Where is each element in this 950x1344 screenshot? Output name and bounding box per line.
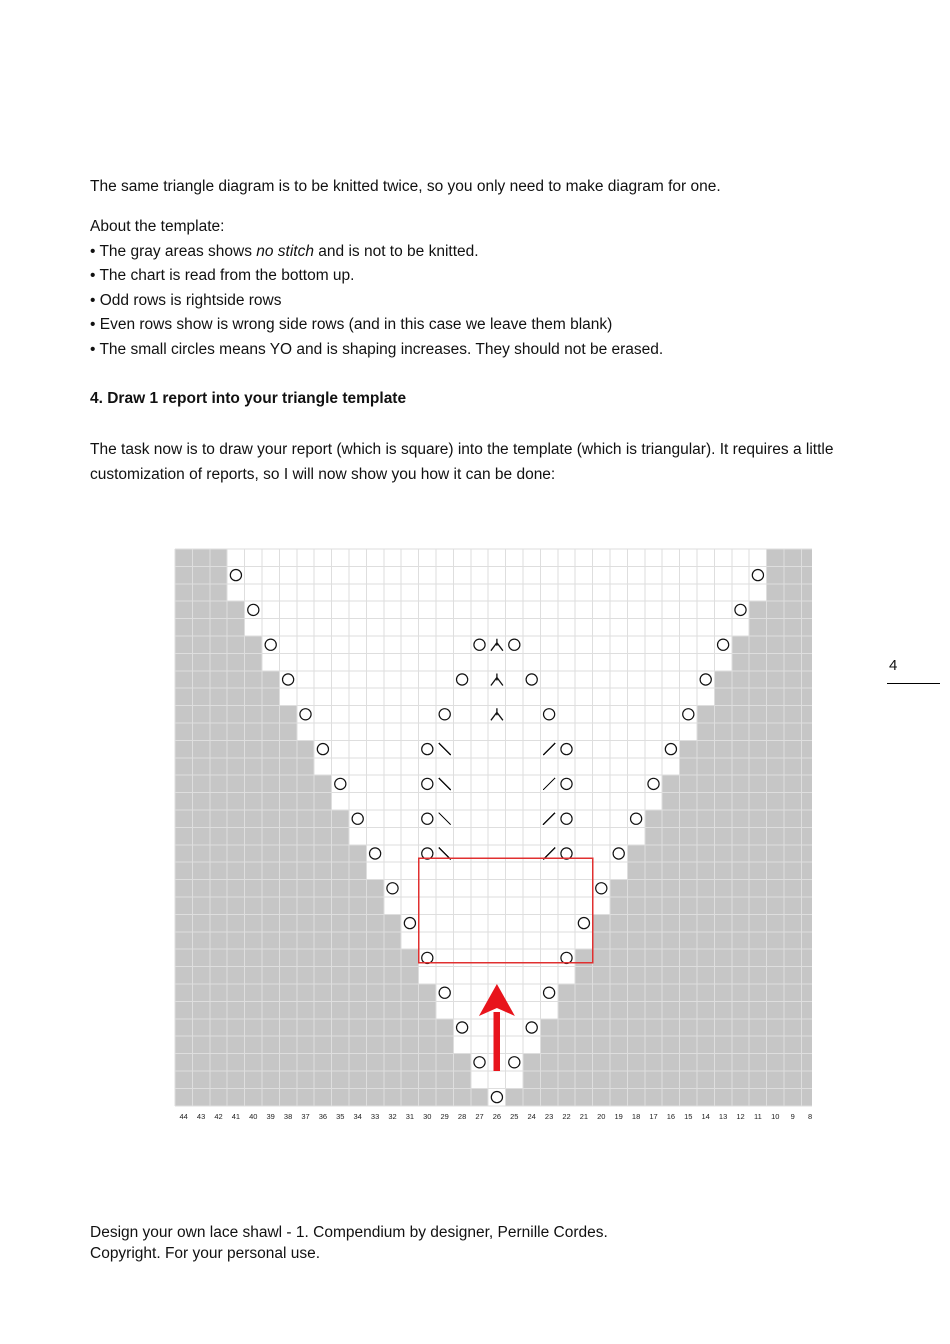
stitch-area-row: [227, 584, 766, 601]
list-item: • The chart is read from the bottom up.: [90, 267, 355, 285]
yarn-over-symbol: [509, 1057, 520, 1068]
yarn-over-symbol: [265, 639, 276, 650]
column-label: 26: [492, 1111, 502, 1121]
column-label: 22: [562, 1111, 571, 1121]
yarn-over-symbol: [544, 987, 555, 998]
yarn-over-symbol: [457, 1022, 468, 1033]
column-label: 11: [754, 1111, 762, 1121]
column-label: 19: [614, 1111, 623, 1121]
column-label: 23: [544, 1111, 554, 1121]
yarn-over-symbol: [404, 918, 415, 929]
column-label: 25: [510, 1111, 519, 1121]
column-label: 42: [214, 1111, 223, 1121]
yarn-over-symbol: [700, 674, 711, 685]
template-notes: [90, 215, 663, 363]
column-label: 27: [475, 1111, 484, 1121]
footer: [90, 1222, 608, 1264]
yarn-over-symbol: [422, 848, 433, 859]
yarn-over-symbol: [474, 639, 485, 650]
page-number: 4: [889, 657, 898, 674]
column-label: 40: [249, 1111, 258, 1121]
column-label: 34: [353, 1111, 362, 1121]
column-label: 12: [736, 1111, 745, 1121]
stitch-area-row: [245, 601, 750, 618]
column-label: 17: [649, 1111, 658, 1121]
stitch-area-row: [384, 880, 610, 897]
yarn-over-symbol: [526, 674, 537, 685]
column-label: 8: [808, 1111, 812, 1121]
yarn-over-symbol: [526, 1022, 537, 1033]
yarn-over-symbol: [561, 778, 572, 789]
stitch-area-row: [297, 723, 697, 740]
stitch-area-row: [227, 549, 766, 566]
yarn-over-symbol: [300, 709, 311, 720]
column-label: 28: [457, 1111, 467, 1121]
column-label: 31: [405, 1111, 415, 1121]
yarn-over-symbol: [422, 952, 433, 963]
yarn-over-symbol: [422, 744, 433, 755]
yarn-over-symbol: [439, 709, 450, 720]
list-item: • The small circles means YO and is shaping increases. They should not be erased.: [90, 340, 664, 358]
stitch-area-row: [419, 949, 576, 966]
template-notes-heading: About the template:: [90, 218, 225, 235]
column-label: 41: [231, 1111, 241, 1121]
yarn-over-symbol: [387, 883, 398, 894]
column-label: 30: [423, 1111, 432, 1121]
yarn-over-symbol: [752, 570, 763, 581]
column-label: 21: [579, 1111, 589, 1121]
yarn-over-symbol: [561, 848, 572, 859]
stitch-area-row: [245, 619, 750, 636]
yarn-over-symbol: [457, 674, 468, 685]
yarn-over-symbol: [561, 813, 572, 824]
column-label: 20: [597, 1111, 606, 1121]
column-label: 15: [684, 1111, 693, 1121]
stitch-area-row: [262, 653, 732, 670]
column-label: 9: [790, 1111, 795, 1121]
yarn-over-symbol: [422, 778, 433, 789]
yarn-over-symbol: [335, 778, 346, 789]
yarn-over-symbol: [648, 778, 659, 789]
yarn-over-symbol: [317, 744, 328, 755]
yarn-over-symbol: [230, 570, 241, 581]
yarn-over-symbol: [596, 883, 607, 894]
footer-line-2: Copyright. For your personal use.: [90, 1245, 321, 1262]
yarn-over-symbol: [735, 604, 746, 615]
yarn-over-symbol: [352, 813, 363, 824]
list-item: • Even rows show is wrong side rows (and in this case we leave them blank): [90, 316, 613, 334]
stitch-area-row: [332, 775, 663, 792]
stitch-area-row: [401, 914, 592, 931]
stitch-area-row: [349, 827, 645, 844]
knitting-chart: [170, 545, 812, 1129]
yarn-over-symbol: [718, 639, 729, 650]
column-label: 13: [718, 1111, 728, 1121]
stitch-area-row: [384, 897, 610, 914]
list-item: • The gray areas shows no stitch and is not to be knitted.: [90, 242, 479, 260]
column-label: 18: [631, 1111, 641, 1121]
column-label: 38: [283, 1111, 293, 1121]
yarn-over-symbol: [631, 813, 642, 824]
column-label: 32: [388, 1111, 397, 1121]
column-label: 29: [440, 1111, 449, 1121]
yarn-over-symbol: [561, 744, 572, 755]
footer-line-1: Design your own lace shawl - 1. Compendium by designer, Pernille Cordes.: [90, 1224, 608, 1241]
stitch-area-row: [401, 932, 592, 949]
column-label: 35: [336, 1111, 345, 1121]
intro-text: The same triangle diagram is to be knitted twice, so you only need to make diagram for one.: [90, 178, 721, 195]
yarn-over-symbol: [578, 918, 589, 929]
yarn-over-symbol: [248, 604, 259, 615]
column-label: 14: [701, 1111, 710, 1121]
column-label: 44: [179, 1111, 188, 1121]
column-label: 16: [666, 1111, 676, 1121]
stitch-area-row: [366, 845, 627, 862]
yarn-over-symbol: [561, 952, 572, 963]
yarn-over-symbol: [491, 1092, 502, 1103]
column-label: 39: [266, 1111, 275, 1121]
stitch-area-row: [227, 566, 766, 583]
yarn-over-symbol: [474, 1057, 485, 1068]
stitch-area-row: [471, 1071, 523, 1088]
stitch-area-row: [419, 967, 576, 984]
yarn-over-symbol: [683, 709, 694, 720]
direction-arrow-shaft: [494, 1012, 500, 1071]
task-text: The task now is to draw your report (which is square) into the template (which is triangular). It requires a little customization of reports, so I will now show you how it can be done:: [90, 441, 834, 483]
yarn-over-symbol: [439, 987, 450, 998]
stitch-area-row: [332, 793, 663, 810]
yarn-over-symbol: [509, 639, 520, 650]
column-label: 10: [771, 1111, 780, 1121]
yarn-over-symbol: [544, 709, 555, 720]
column-label: 33: [370, 1111, 380, 1121]
column-label: 43: [196, 1111, 206, 1121]
column-label: 24: [527, 1111, 536, 1121]
stitch-area-row: [314, 740, 679, 757]
stitch-area-row: [366, 862, 627, 879]
stitch-area-row: [349, 810, 645, 827]
yarn-over-symbol: [283, 674, 294, 685]
yarn-over-symbol: [370, 848, 381, 859]
stitch-area-row: [314, 758, 679, 775]
column-label: 36: [318, 1111, 328, 1121]
section-heading: 4. Draw 1 report into your triangle template: [90, 390, 407, 407]
yarn-over-symbol: [613, 848, 624, 859]
stitch-area-row: [279, 688, 714, 705]
yarn-over-symbol: [422, 813, 433, 824]
column-label: 37: [301, 1111, 310, 1121]
list-item: • Odd rows is rightside rows: [90, 291, 282, 309]
page-number-rule: [887, 683, 940, 684]
yarn-over-symbol: [665, 744, 676, 755]
